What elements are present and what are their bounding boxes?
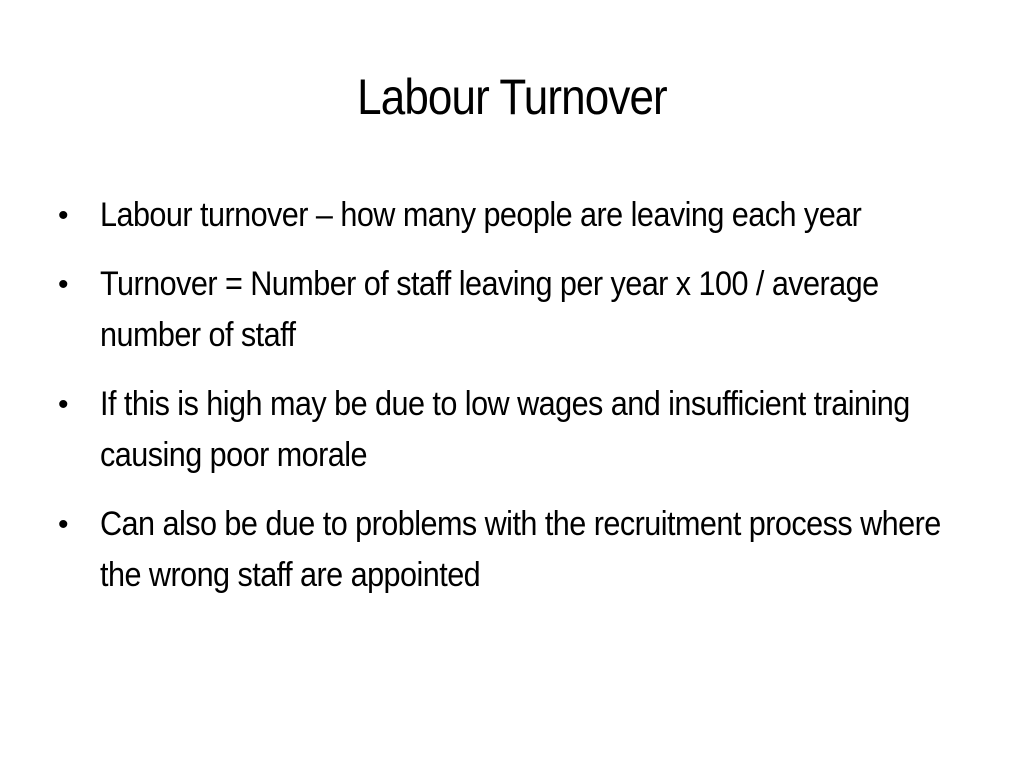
bullet-icon: • — [58, 508, 68, 541]
bullet-item — [58, 190, 958, 241]
bullet-icon: • — [58, 268, 68, 301]
bullet-text: If this is high may be due to low wages and insufficient training causing poor morale — [100, 385, 910, 474]
bullet-item — [58, 499, 958, 601]
bullet-text: Turnover = Number of staff leaving per year x 100 / average number of staff — [100, 265, 879, 354]
slide-title: Labour Turnover — [357, 69, 667, 125]
bullet-text: Can also be due to problems with the recruitment process where the wrong staff are appointed — [100, 505, 941, 594]
bullet-text: Labour turnover – how many people are leaving each year — [100, 196, 862, 234]
bullet-icon: • — [58, 199, 68, 232]
bullet-icon: • — [58, 388, 68, 421]
bullet-item — [58, 259, 958, 361]
bullet-item — [58, 379, 958, 481]
bullet-list — [58, 190, 958, 619]
